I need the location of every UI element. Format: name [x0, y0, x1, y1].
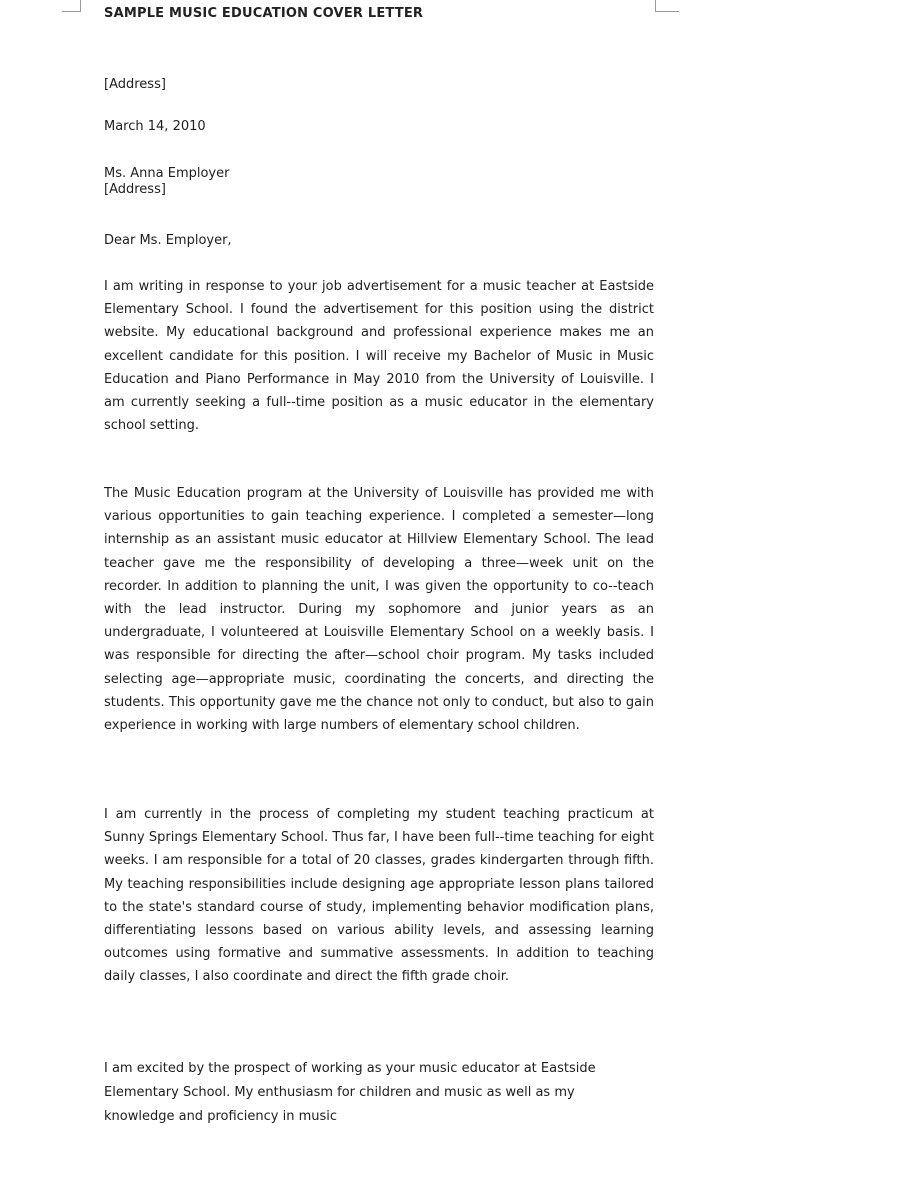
recipient-name: Ms. Anna Employer [104, 166, 230, 181]
body-paragraph-4: I am excited by the prospect of working as your music educator at Eastside Elementary School. My enthusiasm for children and music as well as my knowledge and proficiency in music [104, 1061, 596, 1124]
salutation: Dear Ms. Employer, [104, 233, 232, 248]
body-paragraph-3: I am currently in the process of completing my student teaching practicum at Sunny Springs Elementary School. Thus far, I have been full-‑time teaching for eight weeks. I am responsible for a total of 20 classes, grades kindergarten through fifth. My teaching responsibilities include designing age appropriate lesson plans tailored to the state's standard course of study, implementing behavior modification plans, differentiating lessons based on various ability levels, and assessing learning outcomes using formative and summative assessments. In addition to teaching daily classes, I also coordinate and direct the fifth grade choir. [104, 807, 654, 985]
body-paragraph-2: The Music Education program at the University of Louisville has provided me with various opportunities to gain teaching experience. I completed a semester—long internship as an assistant music educator at Hillview Elementary School. The lead teacher gave me the responsibility of developing a three—week unit on the recorder. In addition to planning the unit, I was given the opportunity to co-‑teach with the lead instructor. During my sophomore and junior years as an undergraduate, I volunteered at Louisville Elementary School on a weekly basis. I was responsible for directing the after—school choir program. My tasks included selecting age—appropriate music, coordinating the concerts, and directing the students. This opportunity gave me the chance not only to conduct, but also to gain experience in working with large numbers of elementary school children. [104, 486, 654, 734]
recipient-address: [Address] [104, 182, 166, 197]
letter-date: March 14, 2010 [104, 119, 206, 134]
crop-mark-top-left-horizontal [62, 11, 81, 12]
letter-title: SAMPLE MUSIC EDUCATION COVER LETTER [104, 6, 424, 21]
sender-address: [Address] [104, 77, 166, 92]
body-paragraph-1: I am writing in response to your job advertisement for a music teacher at Eastside Elementary School. I found the advertisement for this position using the district website. My educational background and professional experience makes me an excellent candidate for this position. I will receive my Bachelor of Music in Music Education and Piano Performance in May 2010 from the University of Louisville. I am currently seeking a full-‑time position as a music educator in the elementary school setting. [104, 279, 654, 434]
crop-mark-top-right-horizontal [655, 11, 679, 12]
